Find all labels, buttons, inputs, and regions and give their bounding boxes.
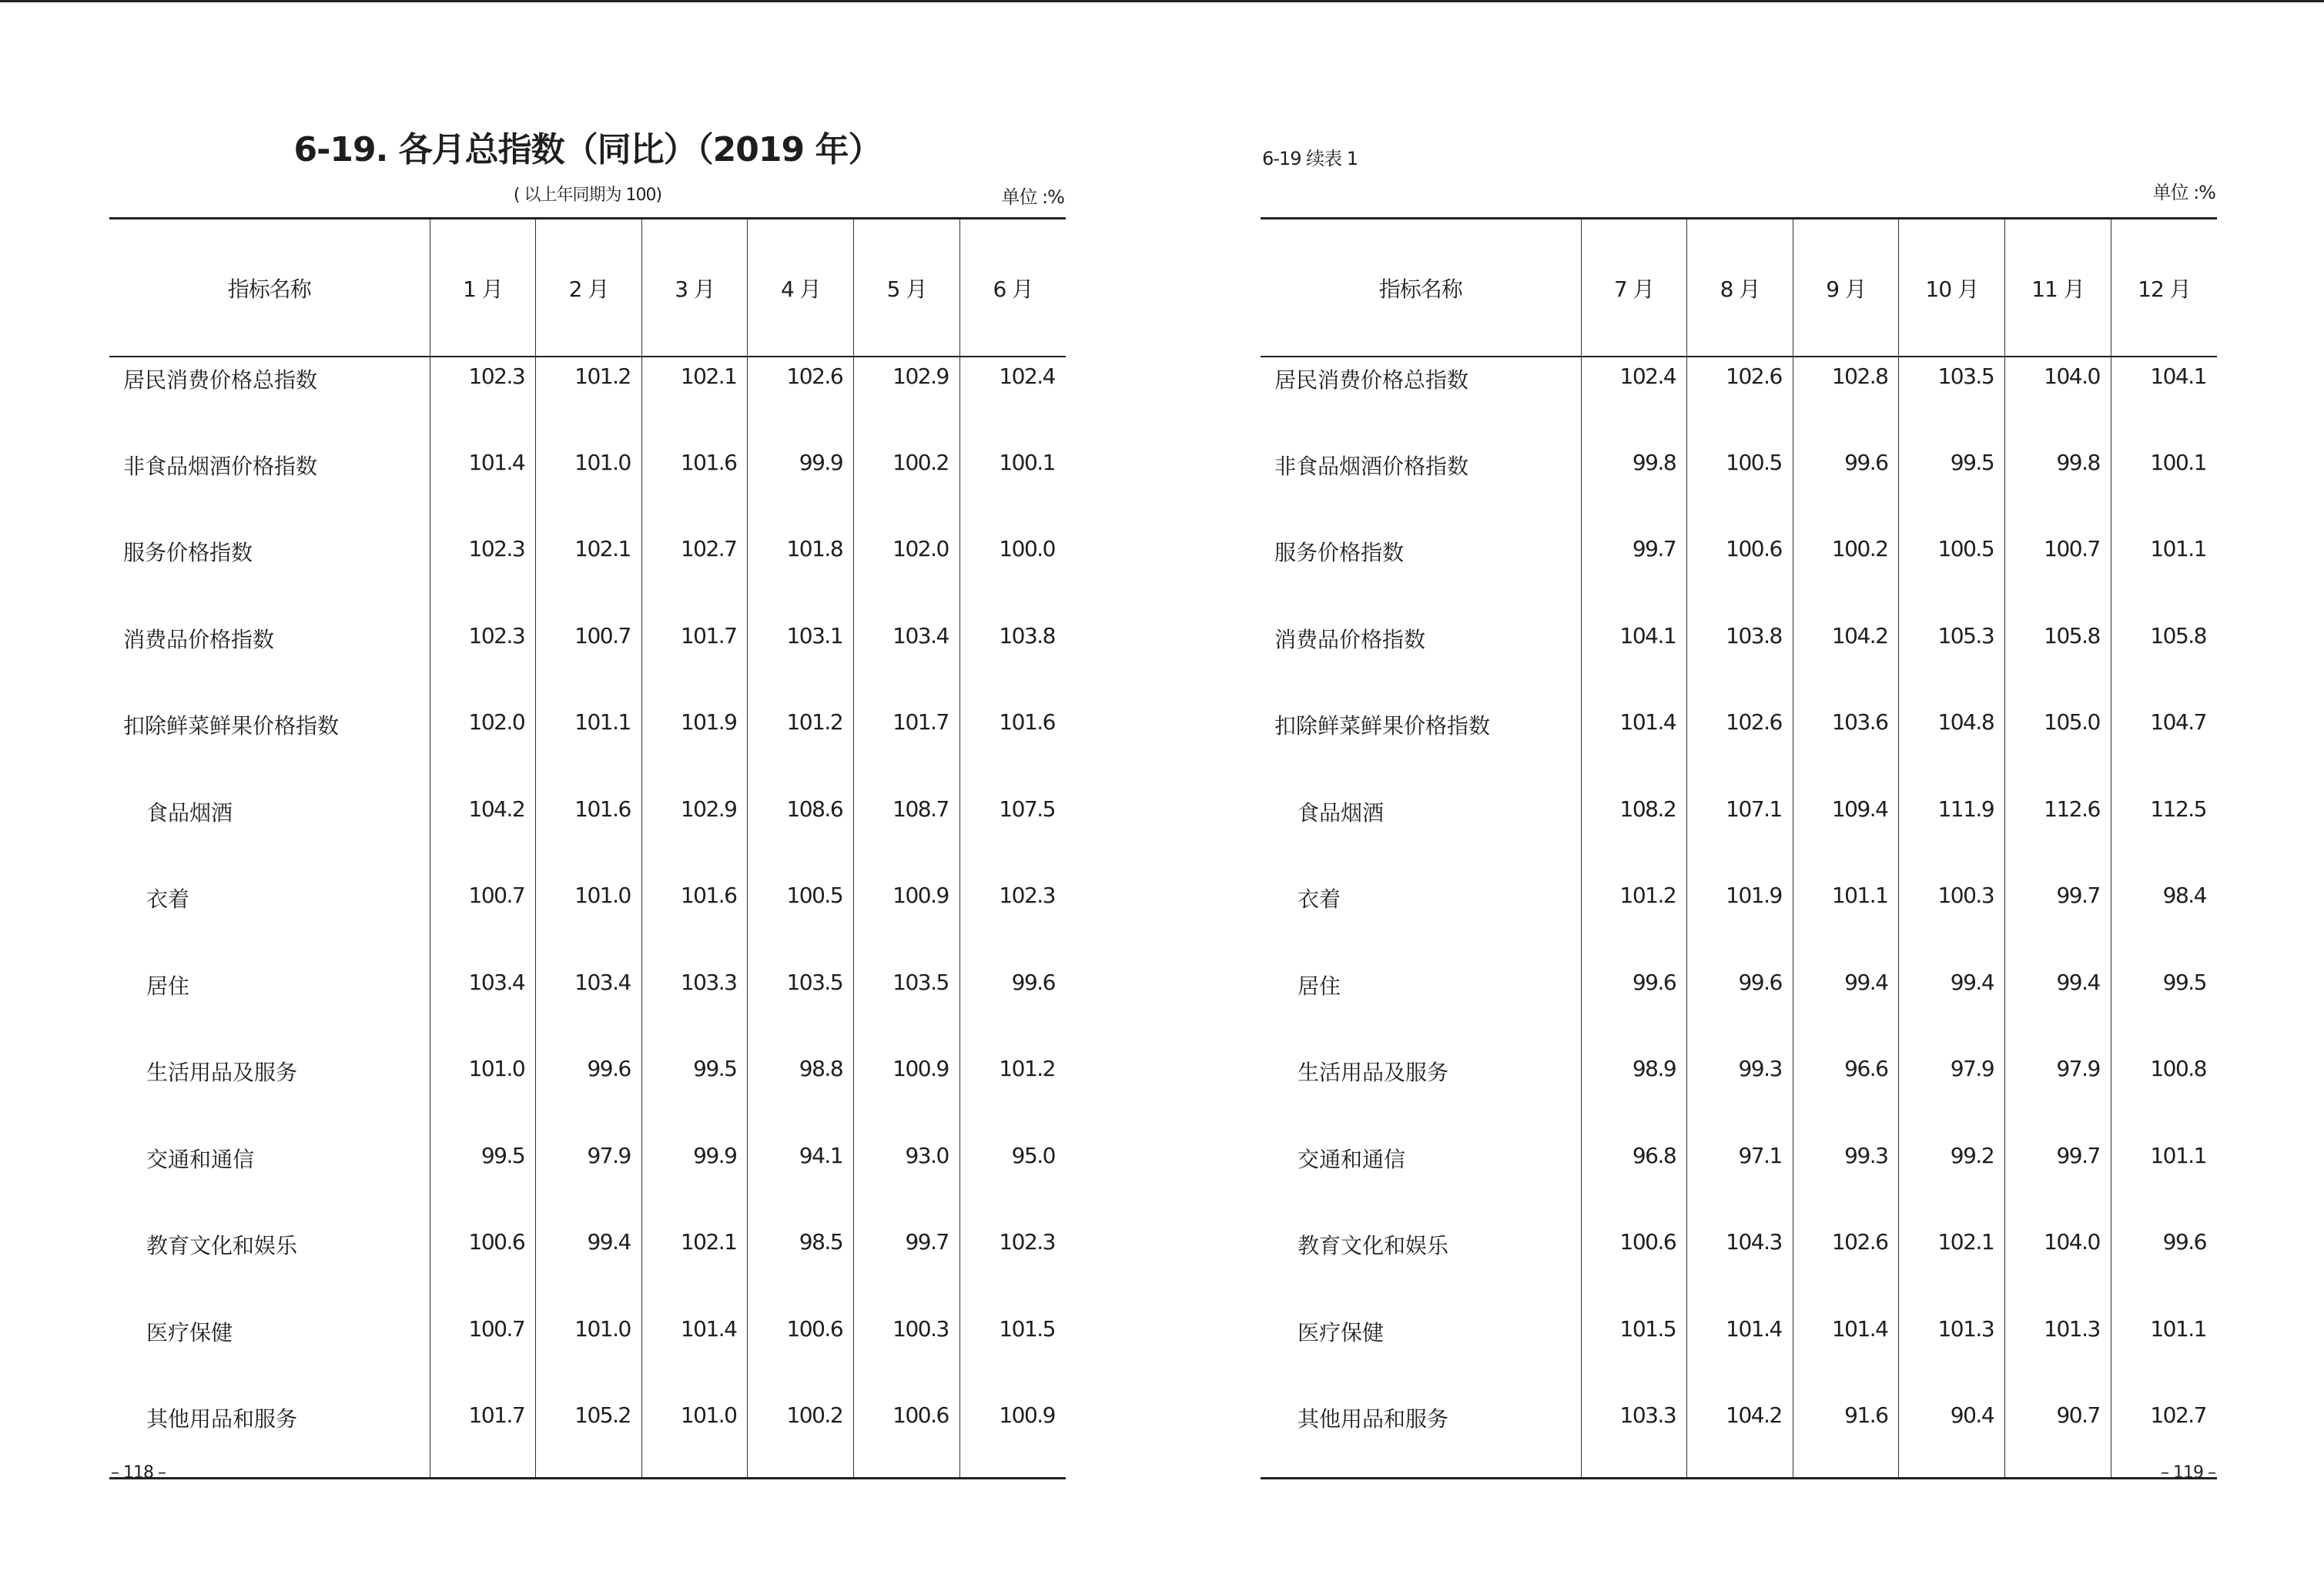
indicator-name-cell: 生活用品及服务: [146, 1060, 298, 1085]
value-cell: 97.9: [1899, 1050, 2005, 1137]
header-month: 6 月: [959, 219, 1066, 357]
value-cell: 112.5: [2111, 790, 2217, 877]
value-cell: 102.1: [536, 530, 642, 617]
value-cell: 101.1: [2111, 530, 2217, 617]
indicator-name-cell: 医疗保健: [1298, 1319, 1385, 1345]
value-cell: 91.6: [1793, 1396, 1899, 1478]
value-cell: 104.0: [2005, 357, 2111, 444]
indicator-name-cell: 居民消费价格总指数: [1274, 367, 1469, 393]
table-row: [1261, 1137, 2217, 1224]
table-row: [109, 444, 1066, 531]
value-cell: 90.7: [2005, 1396, 2111, 1478]
value-cell: 99.2: [1899, 1137, 2005, 1224]
value-cell: 107.5: [959, 790, 1066, 877]
header-indicator-name: 指标名称: [109, 219, 430, 357]
value-cell: 99.6: [1581, 963, 1687, 1050]
table-row: [1261, 444, 2217, 531]
indicator-name-cell: 衣着: [146, 886, 190, 912]
value-cell: 103.3: [1581, 1396, 1687, 1478]
value-cell: 104.2: [1793, 617, 1899, 704]
value-cell: 99.5: [641, 1050, 748, 1137]
value-cell: 101.0: [536, 444, 642, 531]
value-cell: 99.8: [2005, 444, 2111, 531]
value-cell: 104.1: [2111, 357, 2217, 444]
value-cell: 102.6: [1687, 703, 1793, 790]
header-month: 10 月: [1899, 219, 2005, 357]
table-row: [1261, 1396, 2217, 1478]
value-cell: 101.6: [641, 876, 748, 963]
value-cell: 101.6: [959, 703, 1066, 790]
header-month: 8 月: [1687, 219, 1793, 357]
value-cell: 100.8: [2111, 1050, 2217, 1137]
value-cell: 102.1: [641, 357, 748, 444]
value-cell: 100.0: [959, 530, 1066, 617]
header-month: 1 月: [430, 219, 536, 357]
value-cell: 100.2: [748, 1396, 854, 1478]
value-cell: 98.5: [748, 1223, 854, 1310]
value-cell: 101.1: [2111, 1310, 2217, 1397]
value-cell: 101.3: [1899, 1310, 2005, 1397]
value-cell: 102.7: [2111, 1396, 2217, 1478]
value-cell: 99.6: [536, 1050, 642, 1137]
value-cell: 102.3: [430, 617, 536, 704]
table-row: [109, 963, 1066, 1050]
indicator-name-cell: 扣除鲜菜鲜果价格指数: [123, 713, 340, 739]
value-cell: 94.1: [748, 1137, 854, 1224]
value-cell: 96.6: [1793, 1050, 1899, 1137]
value-cell: 101.3: [2005, 1310, 2111, 1397]
value-cell: 97.9: [2005, 1050, 2111, 1137]
value-cell: 100.6: [748, 1310, 854, 1397]
value-cell: 100.3: [854, 1310, 960, 1397]
table-row: [1261, 703, 2217, 790]
table-row: [109, 1223, 1066, 1310]
table-row: [1261, 876, 2217, 963]
value-cell: 99.9: [641, 1137, 748, 1224]
header-month: 5 月: [854, 219, 960, 357]
table-row: [109, 1310, 1066, 1397]
value-cell: 111.9: [1899, 790, 2005, 877]
table-row: [109, 617, 1066, 704]
table-row: [1261, 1223, 2217, 1310]
value-cell: 99.7: [2005, 1137, 2111, 1224]
value-cell: 103.4: [854, 617, 960, 704]
value-cell: 101.0: [536, 876, 642, 963]
value-cell: 105.3: [1899, 617, 2005, 704]
header-indicator-name: 指标名称: [1261, 219, 1581, 357]
table-row: [1261, 963, 2217, 1050]
header-month: 11 月: [2005, 219, 2111, 357]
table-body: [1261, 357, 2217, 1478]
table-row: [109, 703, 1066, 790]
table-row: [1261, 1050, 2217, 1137]
value-cell: 100.6: [1581, 1223, 1687, 1310]
indicator-name-cell: 交通和通信: [1298, 1146, 1406, 1172]
value-cell: 101.7: [430, 1396, 536, 1478]
value-cell: 103.1: [748, 617, 854, 704]
header-month: 3 月: [641, 219, 748, 357]
value-cell: 101.0: [536, 1310, 642, 1397]
value-cell: 101.7: [854, 703, 960, 790]
value-cell: 99.4: [1899, 963, 2005, 1050]
value-cell: 101.2: [748, 703, 854, 790]
value-cell: 100.7: [2005, 530, 2111, 617]
header-month: 2 月: [536, 219, 642, 357]
indicator-name-cell: 交通和通信: [146, 1146, 255, 1172]
value-cell: 107.1: [1687, 790, 1793, 877]
value-cell: 101.2: [959, 1050, 1066, 1137]
value-cell: 102.9: [854, 357, 960, 444]
value-cell: 98.9: [1581, 1050, 1687, 1137]
value-cell: 99.9: [748, 444, 854, 531]
indicator-name-cell: 居住: [146, 973, 190, 999]
indicator-name-cell: 消费品价格指数: [123, 626, 275, 652]
page-number: – 119 –: [2161, 1463, 2215, 1482]
indicator-name-cell: 食品烟酒: [1298, 799, 1385, 826]
value-cell: 101.7: [641, 617, 748, 704]
value-cell: 101.9: [641, 703, 748, 790]
table-row: [109, 876, 1066, 963]
value-cell: 102.6: [1793, 1223, 1899, 1310]
header-month: 7 月: [1581, 219, 1687, 357]
value-cell: 100.3: [1899, 876, 2005, 963]
unit-label: 单位 :%: [2152, 182, 2215, 203]
indicator-name-cell: 生活用品及服务: [1298, 1060, 1449, 1085]
value-cell: 104.3: [1687, 1223, 1793, 1310]
value-cell: 102.4: [1581, 357, 1687, 444]
value-cell: 102.1: [1899, 1223, 2005, 1310]
value-cell: 99.7: [854, 1223, 960, 1310]
value-cell: 103.8: [959, 617, 1066, 704]
value-cell: 90.4: [1899, 1396, 2005, 1478]
indicator-name-cell: 居民消费价格总指数: [123, 367, 318, 393]
header-month: 12 月: [2111, 219, 2217, 357]
indicator-name-cell: 非食品烟酒价格指数: [123, 453, 318, 479]
value-cell: 101.6: [641, 444, 748, 531]
value-cell: 102.7: [641, 530, 748, 617]
indicator-name-cell: 教育文化和娱乐: [146, 1233, 298, 1258]
value-cell: 101.9: [1687, 876, 1793, 963]
value-cell: 101.0: [430, 1050, 536, 1137]
value-cell: 100.5: [1687, 444, 1793, 531]
value-cell: 100.1: [959, 444, 1066, 531]
value-cell: 100.7: [430, 876, 536, 963]
value-cell: 93.0: [854, 1137, 960, 1224]
value-cell: 96.8: [1581, 1137, 1687, 1224]
indicator-name-cell: 医疗保健: [146, 1319, 233, 1345]
value-cell: 102.4: [959, 357, 1066, 444]
value-cell: 100.5: [748, 876, 854, 963]
indicator-name-cell: 扣除鲜菜鲜果价格指数: [1274, 713, 1491, 739]
value-cell: 99.4: [536, 1223, 642, 1310]
value-cell: 102.6: [748, 357, 854, 444]
value-cell: 99.6: [959, 963, 1066, 1050]
value-cell: 101.4: [1687, 1310, 1793, 1397]
table-row: [1261, 530, 2217, 617]
value-cell: 99.6: [1687, 963, 1793, 1050]
value-cell: 99.8: [1581, 444, 1687, 531]
value-cell: 100.2: [1793, 530, 1899, 617]
table-row: [1261, 790, 2217, 877]
value-cell: 100.9: [854, 876, 960, 963]
value-cell: 100.1: [2111, 444, 2217, 531]
unit-label: 单位 :%: [1001, 186, 1064, 208]
value-cell: 99.3: [1793, 1137, 1899, 1224]
index-table-jan-jun: [109, 217, 1066, 1479]
value-cell: 108.7: [854, 790, 960, 877]
indicator-name-cell: 食品烟酒: [146, 799, 233, 826]
table-subtitle: ( 以上年同期为 100): [513, 186, 662, 205]
value-cell: 101.0: [641, 1396, 748, 1478]
right-page: [1261, 0, 2217, 1588]
value-cell: 102.6: [1687, 357, 1793, 444]
value-cell: 103.3: [641, 963, 748, 1050]
value-cell: 102.1: [641, 1223, 748, 1310]
indicator-name-cell: 服务价格指数: [1274, 540, 1405, 565]
value-cell: 102.3: [959, 1223, 1066, 1310]
value-cell: 104.1: [1581, 617, 1687, 704]
value-cell: 99.4: [2005, 963, 2111, 1050]
indicator-name-cell: 其他用品和服务: [146, 1406, 298, 1432]
value-cell: 104.7: [2111, 703, 2217, 790]
table-header-row: [1261, 219, 2217, 357]
value-cell: 108.2: [1581, 790, 1687, 877]
indicator-name-cell: 居住: [1298, 973, 1341, 999]
value-cell: 100.2: [854, 444, 960, 531]
value-cell: 101.5: [959, 1310, 1066, 1397]
index-table-jul-dec: [1261, 217, 2217, 1479]
value-cell: 101.4: [1793, 1310, 1899, 1397]
value-cell: 99.5: [430, 1137, 536, 1224]
value-cell: 102.8: [1793, 357, 1899, 444]
table-row: [109, 1137, 1066, 1224]
value-cell: 99.3: [1687, 1050, 1793, 1137]
value-cell: 103.5: [854, 963, 960, 1050]
table-title: 6-19. 各月总指数（同比）（2019 年）: [293, 130, 882, 169]
value-cell: 99.7: [1581, 530, 1687, 617]
indicator-name-cell: 非食品烟酒价格指数: [1274, 453, 1469, 479]
value-cell: 101.6: [536, 790, 642, 877]
table-row: [109, 790, 1066, 877]
value-cell: 104.0: [2005, 1223, 2111, 1310]
indicator-name-cell: 服务价格指数: [123, 540, 253, 565]
indicator-name-cell: 其他用品和服务: [1298, 1406, 1449, 1432]
value-cell: 104.8: [1899, 703, 2005, 790]
value-cell: 103.5: [748, 963, 854, 1050]
indicator-name-cell: 教育文化和娱乐: [1298, 1233, 1449, 1258]
value-cell: 100.6: [430, 1223, 536, 1310]
value-cell: 103.5: [1899, 357, 2005, 444]
value-cell: 100.7: [430, 1310, 536, 1397]
value-cell: 101.2: [536, 357, 642, 444]
value-cell: 104.2: [1687, 1396, 1793, 1478]
value-cell: 100.7: [536, 617, 642, 704]
value-cell: 100.6: [854, 1396, 960, 1478]
value-cell: 108.6: [748, 790, 854, 877]
indicator-name-cell: 消费品价格指数: [1274, 626, 1426, 652]
left-page: [109, 0, 1066, 1588]
value-cell: 99.4: [1793, 963, 1899, 1050]
value-cell: 102.0: [430, 703, 536, 790]
value-cell: 99.6: [2111, 1223, 2217, 1310]
value-cell: 95.0: [959, 1137, 1066, 1224]
value-cell: 101.4: [641, 1310, 748, 1397]
value-cell: 98.4: [2111, 876, 2217, 963]
value-cell: 99.7: [2005, 876, 2111, 963]
value-cell: 101.8: [748, 530, 854, 617]
page-number: – 118 –: [111, 1463, 166, 1482]
value-cell: 112.6: [2005, 790, 2111, 877]
table-row: [1261, 1310, 2217, 1397]
value-cell: 104.2: [430, 790, 536, 877]
value-cell: 103.6: [1793, 703, 1899, 790]
value-cell: 102.3: [959, 876, 1066, 963]
value-cell: 101.4: [1581, 703, 1687, 790]
value-cell: 105.8: [2005, 617, 2111, 704]
table-row: [109, 1396, 1066, 1478]
value-cell: 105.0: [2005, 703, 2111, 790]
value-cell: 102.3: [430, 357, 536, 444]
value-cell: 101.4: [430, 444, 536, 531]
value-cell: 103.8: [1687, 617, 1793, 704]
value-cell: 99.5: [1899, 444, 2005, 531]
value-cell: 97.9: [536, 1137, 642, 1224]
table-row: [109, 357, 1066, 444]
value-cell: 101.5: [1581, 1310, 1687, 1397]
value-cell: 100.5: [1899, 530, 2005, 617]
value-cell: 109.4: [1793, 790, 1899, 877]
value-cell: 100.6: [1687, 530, 1793, 617]
value-cell: 101.2: [1581, 876, 1687, 963]
table-row: [1261, 357, 2217, 444]
value-cell: 98.8: [748, 1050, 854, 1137]
value-cell: 97.1: [1687, 1137, 1793, 1224]
table-continuation-title: 6-19 续表 1: [1262, 148, 1358, 169]
value-cell: 102.9: [641, 790, 748, 877]
value-cell: 103.4: [536, 963, 642, 1050]
value-cell: 105.8: [2111, 617, 2217, 704]
table-body: [109, 357, 1066, 1478]
value-cell: 102.0: [854, 530, 960, 617]
table-row: [1261, 617, 2217, 704]
value-cell: 100.9: [959, 1396, 1066, 1478]
value-cell: 99.6: [1793, 444, 1899, 531]
value-cell: 100.9: [854, 1050, 960, 1137]
value-cell: 101.1: [536, 703, 642, 790]
value-cell: 105.2: [536, 1396, 642, 1478]
header-month: 4 月: [748, 219, 854, 357]
value-cell: 102.3: [430, 530, 536, 617]
indicator-name-cell: 衣着: [1298, 886, 1341, 912]
value-cell: 101.1: [1793, 876, 1899, 963]
header-month: 9 月: [1793, 219, 1899, 357]
value-cell: 103.4: [430, 963, 536, 1050]
table-row: [109, 1050, 1066, 1137]
value-cell: 101.1: [2111, 1137, 2217, 1224]
table-header-row: [109, 219, 1066, 357]
value-cell: 99.5: [2111, 963, 2217, 1050]
table-row: [109, 530, 1066, 617]
